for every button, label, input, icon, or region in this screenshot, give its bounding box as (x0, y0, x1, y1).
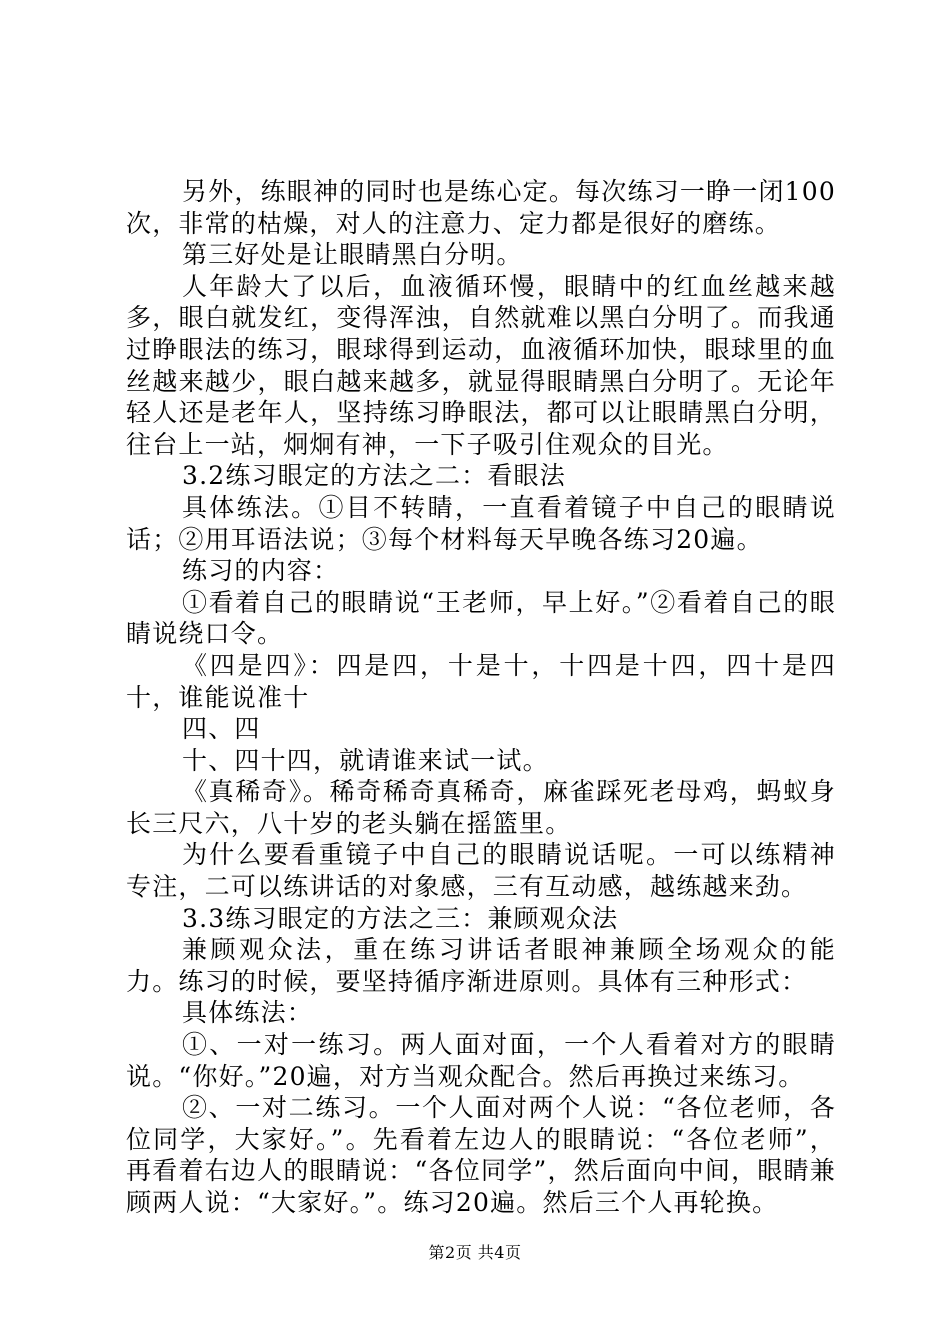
paragraph: 《真稀奇》。稀奇稀奇真稀奇，麻雀踩死老母鸡，蚂蚁身长三尺六，八十岁的老头躺在摇篮里。 (126, 777, 836, 838)
paragraph: 第三好处是让眼睛黑白分明。 (182, 240, 523, 270)
page-footer: 第2页 共4页 (428, 1243, 522, 1262)
paragraph: 具体练法： (182, 998, 314, 1028)
paragraph: 十、四十四，就请谁来试一试。 (182, 745, 549, 775)
paragraph: ②、一对二练习。一个人面对两个人说：“各位老师，各位同学，大家好。”。先看着左边人的眼睛说：“各位老师”，再看着右边人的眼睛说：“各位同学”，然后面向中间，眼睛兼顾两人说：“大家好。”。练习20遍。然后三个人再轮换。 (126, 1093, 836, 1217)
paragraph: 具体练法。①目不转睛，一直看着镜子中自己的眼睛说话；②用耳语法说；③每个材料每天早晚各练习20遍。 (126, 492, 836, 554)
paragraph: 《四是四》：四是四，十是十，十四是十四，四十是四十，谁能说准十 (126, 650, 836, 712)
paragraph: ①、一对一练习。两人面对面，一个人看着对方的眼睛说。“你好。”20遍，对方当观众配合。然后再换过来练习。 (126, 1030, 836, 1091)
document-body (126, 176, 836, 1219)
section-heading: 3.2练习眼定的方法之二：看眼法 (182, 461, 566, 491)
paragraph: 为什么要看重镜子中自己的眼睛说话呢。一可以练精神专注，二可以练讲话的对象感，三有互动感，越练越来劲。 (126, 840, 836, 902)
paragraph: 兼顾观众法，重在练习讲话者眼神兼顾全场观众的能力。练习的时候，要坚持循序渐进原则。具体有三种形式： (126, 935, 836, 996)
paragraph: 人年龄大了以后，血液循环慢，眼睛中的红血丝越来越多，眼白就发红，变得浑浊，自然就难以黑白分明了。而我通过睁眼法的练习，眼球得到运动，血液循环加快，眼球里的血丝越来越少，眼白越来越多，就显得眼睛黑白分明了。无论年轻人还是老年人，坚持练习睁眼法，都可以让眼睛黑白分明，往台上一站，炯炯有神，一下子吸引住观众的目光。 (126, 271, 836, 459)
paragraph: ①看着自己的眼睛说“王老师，早上好。”②看着自己的眼睛说绕口令。 (126, 587, 836, 649)
paragraph: 四、四 (182, 714, 261, 744)
paragraph: 练习的内容： (182, 556, 340, 586)
section-heading: 3.3练习眼定的方法之三：兼顾观众法 (182, 903, 619, 933)
paragraph: 另外，练眼神的同时也是练心定。每次练习一睁一闭100次，非常的枯燥，对人的注意力、定力都是很好的磨练。 (126, 177, 836, 238)
